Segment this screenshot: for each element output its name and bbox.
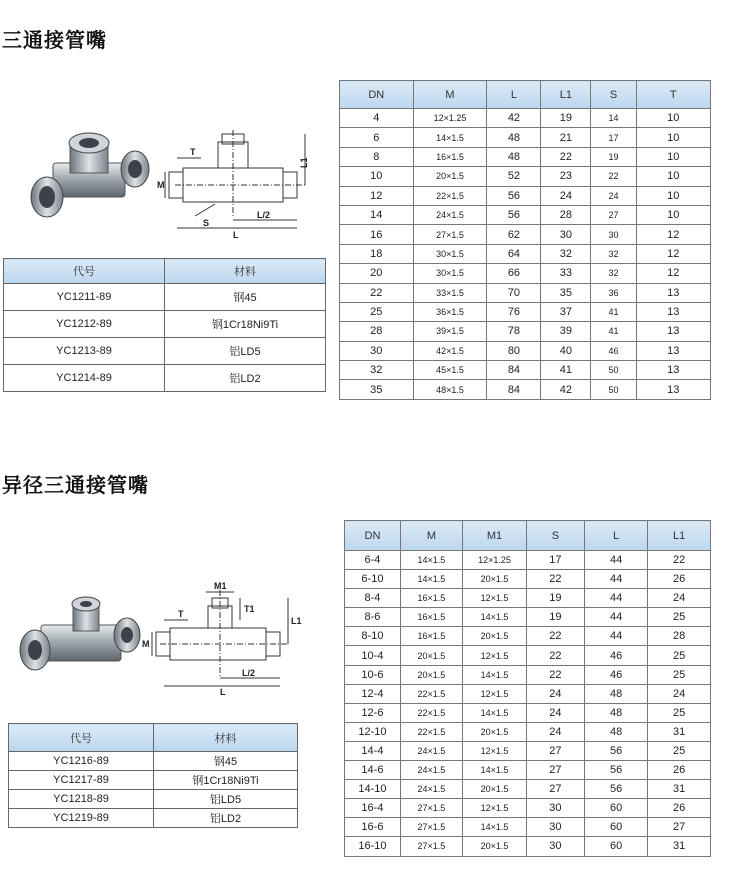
- table-cell: 30: [591, 225, 636, 244]
- table-cell: 12×1.5: [462, 741, 526, 760]
- material-table-2: [8, 723, 298, 828]
- spec-table-1: [339, 80, 711, 400]
- material-header-code: 代号: [4, 259, 165, 284]
- table-cell: 27×1.5: [400, 837, 462, 856]
- table-cell: 50: [591, 380, 636, 399]
- table-cell: 16-4: [345, 799, 401, 818]
- table-row: [345, 608, 711, 627]
- table-cell: 23: [541, 167, 591, 186]
- table-cell: 22×1.5: [413, 186, 487, 205]
- drawing2-label-l: L: [220, 687, 226, 697]
- drawing2-label-l2: L/2: [242, 668, 256, 678]
- table-cell: 12: [636, 225, 710, 244]
- table-cell: 19: [527, 608, 585, 627]
- table-cell: 36×1.5: [413, 302, 487, 321]
- table-cell: 12×1.5: [462, 589, 526, 608]
- table-cell: 27: [527, 780, 585, 799]
- reducing-tee-photo: [15, 595, 145, 690]
- material-code: YC1212-89: [4, 311, 165, 338]
- drawing1-label-l: L: [233, 230, 239, 240]
- table-cell: 26: [648, 799, 711, 818]
- table-cell: 14-4: [345, 741, 401, 760]
- spec-header-l1: L1: [648, 521, 711, 551]
- table-cell: 24: [527, 722, 585, 741]
- table-cell: 35: [340, 380, 414, 399]
- table-cell: 12×1.25: [413, 109, 487, 128]
- table-cell: 33×1.5: [413, 283, 487, 302]
- table-row: [345, 818, 711, 837]
- table-cell: 18: [340, 244, 414, 263]
- table-cell: 12-6: [345, 703, 401, 722]
- table-cell: 32: [340, 361, 414, 380]
- table-cell: 42: [487, 109, 541, 128]
- table-cell: 66: [487, 264, 541, 283]
- table-row: [345, 722, 711, 741]
- table-cell: 24: [648, 589, 711, 608]
- table-cell: 13: [636, 322, 710, 341]
- table-cell: 46: [591, 341, 636, 360]
- material-name: 钢1Cr18Ni9Ti: [165, 311, 326, 338]
- table-cell: 22: [527, 665, 585, 684]
- table-cell: 14×1.5: [400, 570, 462, 589]
- table-row: [345, 684, 711, 703]
- table-cell: 22: [591, 167, 636, 186]
- spec-header-m1: M1: [462, 521, 526, 551]
- table-cell: 32: [591, 244, 636, 263]
- material-name: 铝LD5: [165, 338, 326, 365]
- table-cell: 25: [340, 302, 414, 321]
- table-cell: 39×1.5: [413, 322, 487, 341]
- drawing1-label-t: T: [190, 147, 196, 157]
- table-cell: 20×1.5: [462, 780, 526, 799]
- table-cell: 84: [487, 380, 541, 399]
- table-cell: 22: [648, 551, 711, 570]
- table-cell: 13: [636, 283, 710, 302]
- table-cell: 10: [340, 167, 414, 186]
- table-cell: 28: [648, 627, 711, 646]
- table-cell: 10: [636, 128, 710, 147]
- drawing2-label-l1: L1: [291, 616, 302, 626]
- table-cell: 37: [541, 302, 591, 321]
- table-cell: 24×1.5: [400, 780, 462, 799]
- table-row: [345, 665, 711, 684]
- table-cell: 56: [487, 205, 541, 224]
- table-cell: 10: [636, 109, 710, 128]
- table-cell: 41: [591, 322, 636, 341]
- material-code: YC1216-89: [9, 752, 154, 771]
- table-cell: 10: [636, 186, 710, 205]
- table-cell: 20×1.5: [413, 167, 487, 186]
- table-row: [340, 322, 711, 341]
- table-cell: 6-4: [345, 551, 401, 570]
- table-cell: 60: [584, 818, 648, 837]
- table-cell: 12×1.25: [462, 551, 526, 570]
- table-cell: 20×1.5: [400, 646, 462, 665]
- section1-title: 三通接管嘴: [2, 28, 107, 52]
- table-cell: 31: [648, 837, 711, 856]
- table-row: [345, 627, 711, 646]
- material-code: YC1214-89: [4, 365, 165, 392]
- table-row: [345, 741, 711, 760]
- table-cell: 25: [648, 608, 711, 627]
- table-cell: 27: [591, 205, 636, 224]
- table-cell: 28: [541, 205, 591, 224]
- table-cell: 22×1.5: [400, 722, 462, 741]
- table-cell: 26: [648, 761, 711, 780]
- table-cell: 76: [487, 302, 541, 321]
- table-cell: 41: [591, 302, 636, 321]
- table-cell: 14×1.5: [462, 761, 526, 780]
- table-cell: 80: [487, 341, 541, 360]
- table-cell: 20×1.5: [400, 665, 462, 684]
- table-row: [9, 809, 298, 828]
- table-cell: 44: [584, 589, 648, 608]
- material-code: YC1217-89: [9, 771, 154, 790]
- table-row: [340, 205, 711, 224]
- spec-header-l: L: [584, 521, 648, 551]
- material-header-material: 材料: [165, 259, 326, 284]
- table-cell: 22: [340, 283, 414, 302]
- table-cell: 16×1.5: [400, 608, 462, 627]
- table-cell: 24: [541, 186, 591, 205]
- table-cell: 50: [591, 361, 636, 380]
- table-row: [4, 365, 326, 392]
- drawing2-label-t: T: [178, 609, 184, 619]
- table-cell: 14×1.5: [462, 818, 526, 837]
- table-cell: 30: [527, 837, 585, 856]
- table-cell: 20×1.5: [462, 570, 526, 589]
- table-cell: 70: [487, 283, 541, 302]
- table-row: [340, 244, 711, 263]
- drawing2-label-m: M: [142, 639, 150, 649]
- table-cell: 4: [340, 109, 414, 128]
- drawing2-label-m1: M1: [214, 581, 227, 591]
- table-row: [340, 167, 711, 186]
- table-cell: 44: [584, 608, 648, 627]
- table-row: [345, 761, 711, 780]
- table-cell: 20: [340, 264, 414, 283]
- table-cell: 31: [648, 780, 711, 799]
- table-cell: 25: [648, 646, 711, 665]
- table-cell: 31: [648, 722, 711, 741]
- table-cell: 27×1.5: [400, 799, 462, 818]
- table-cell: 28: [340, 322, 414, 341]
- table-row: [340, 283, 711, 302]
- table-cell: 22: [527, 646, 585, 665]
- drawing2-label-t1: T1: [244, 604, 255, 614]
- spec-table-2: [344, 520, 711, 857]
- table-cell: 78: [487, 322, 541, 341]
- table-cell: 10: [636, 167, 710, 186]
- table-cell: 22×1.5: [400, 703, 462, 722]
- table-cell: 24×1.5: [400, 761, 462, 780]
- table-cell: 52: [487, 167, 541, 186]
- table-cell: 20×1.5: [462, 627, 526, 646]
- table-cell: 14-6: [345, 761, 401, 780]
- table-cell: 56: [487, 186, 541, 205]
- table-cell: 42: [541, 380, 591, 399]
- table-cell: 6: [340, 128, 414, 147]
- table-cell: 24×1.5: [413, 205, 487, 224]
- table-cell: 41: [541, 361, 591, 380]
- table-row: [340, 225, 711, 244]
- table-cell: 24: [527, 703, 585, 722]
- table-row: [345, 646, 711, 665]
- material-table-1: [3, 258, 326, 392]
- spec-header-m: M: [400, 521, 462, 551]
- table-cell: 16-10: [345, 837, 401, 856]
- table-cell: 8-6: [345, 608, 401, 627]
- spec-header-dn: DN: [340, 81, 414, 109]
- table-cell: 24: [527, 684, 585, 703]
- table-cell: 46: [584, 646, 648, 665]
- drawing1-label-s: S: [203, 218, 210, 228]
- material-name: 钢45: [165, 284, 326, 311]
- table-cell: 27: [527, 741, 585, 760]
- table-cell: 12×1.5: [462, 684, 526, 703]
- table-row: [345, 589, 711, 608]
- material-name: 钢45: [154, 752, 298, 771]
- table-cell: 30: [527, 818, 585, 837]
- table-row: [340, 147, 711, 166]
- table-cell: 22: [527, 627, 585, 646]
- table-cell: 32: [541, 244, 591, 263]
- table-cell: 27×1.5: [400, 818, 462, 837]
- table-row: [340, 128, 711, 147]
- table-row: [345, 780, 711, 799]
- table-cell: 10: [636, 147, 710, 166]
- spec-header-l: L: [487, 81, 541, 109]
- table-cell: 39: [541, 322, 591, 341]
- table-row: [340, 341, 711, 360]
- table-cell: 44: [584, 570, 648, 589]
- table-cell: 48: [487, 147, 541, 166]
- table-cell: 24: [648, 684, 711, 703]
- spec-header-l1: L1: [541, 81, 591, 109]
- table-cell: 25: [648, 665, 711, 684]
- table-cell: 22: [527, 570, 585, 589]
- table-cell: 12-4: [345, 684, 401, 703]
- table-cell: 13: [636, 341, 710, 360]
- material-code: YC1218-89: [9, 790, 154, 809]
- spec-header-t: T: [636, 81, 710, 109]
- table-row: [9, 790, 298, 809]
- table-cell: 30: [340, 341, 414, 360]
- table-cell: 10-6: [345, 665, 401, 684]
- table-cell: 12: [636, 244, 710, 263]
- table-row: [340, 186, 711, 205]
- table-cell: 30: [541, 225, 591, 244]
- table-cell: 13: [636, 302, 710, 321]
- table-row: [345, 570, 711, 589]
- table-cell: 17: [591, 128, 636, 147]
- table-row: [340, 380, 711, 399]
- material-name: 铝LD2: [154, 809, 298, 828]
- table-cell: 44: [584, 551, 648, 570]
- table-row: [345, 551, 711, 570]
- table-cell: 48: [584, 703, 648, 722]
- table-cell: 14×1.5: [462, 665, 526, 684]
- table-row: [345, 837, 711, 856]
- table-cell: 12×1.5: [462, 646, 526, 665]
- table-row: [340, 109, 711, 128]
- table-cell: 25: [648, 703, 711, 722]
- table-cell: 20×1.5: [462, 722, 526, 741]
- material-code: YC1219-89: [9, 809, 154, 828]
- spec-header-m: M: [413, 81, 487, 109]
- table-cell: 10: [636, 205, 710, 224]
- table-cell: 12×1.5: [462, 799, 526, 818]
- table-cell: 56: [584, 780, 648, 799]
- material-name: 铝LD5: [154, 790, 298, 809]
- table-cell: 60: [584, 799, 648, 818]
- material-code: YC1213-89: [4, 338, 165, 365]
- table-cell: 14×1.5: [413, 128, 487, 147]
- table-row: [340, 361, 711, 380]
- table-cell: 26: [648, 570, 711, 589]
- table-cell: 20×1.5: [462, 837, 526, 856]
- table-cell: 33: [541, 264, 591, 283]
- table-cell: 27: [527, 761, 585, 780]
- table-cell: 22: [541, 147, 591, 166]
- table-cell: 19: [527, 589, 585, 608]
- table-cell: 35: [541, 283, 591, 302]
- table-cell: 36: [591, 283, 636, 302]
- table-cell: 24×1.5: [400, 741, 462, 760]
- table-cell: 60: [584, 837, 648, 856]
- material-name: 钢1Cr18Ni9Ti: [154, 771, 298, 790]
- table-row: [345, 799, 711, 818]
- drawing1-label-m: M: [157, 180, 165, 190]
- table-cell: 64: [487, 244, 541, 263]
- table-row: [340, 264, 711, 283]
- table-cell: 45×1.5: [413, 361, 487, 380]
- table-row: [340, 302, 711, 321]
- table-cell: 16×1.5: [400, 589, 462, 608]
- table-cell: 48×1.5: [413, 380, 487, 399]
- table-cell: 8-4: [345, 589, 401, 608]
- table-cell: 14-10: [345, 780, 401, 799]
- table-cell: 30: [527, 799, 585, 818]
- drawing1-label-l2: L/2: [257, 210, 271, 220]
- table-cell: 19: [541, 109, 591, 128]
- table-cell: 42×1.5: [413, 341, 487, 360]
- table-cell: 27: [648, 818, 711, 837]
- table-cell: 44: [584, 627, 648, 646]
- table-cell: 10-4: [345, 646, 401, 665]
- table-cell: 14×1.5: [462, 608, 526, 627]
- table-row: [345, 703, 711, 722]
- table-cell: 16: [340, 225, 414, 244]
- spec-header-dn: DN: [345, 521, 401, 551]
- table-cell: 46: [584, 665, 648, 684]
- spec-header-s: S: [527, 521, 585, 551]
- table-cell: 17: [527, 551, 585, 570]
- table-cell: 40: [541, 341, 591, 360]
- table-cell: 27×1.5: [413, 225, 487, 244]
- table-row: [9, 771, 298, 790]
- material-name: 铝LD2: [165, 365, 326, 392]
- table-cell: 14×1.5: [400, 551, 462, 570]
- table-cell: 14: [591, 109, 636, 128]
- table-cell: 8-10: [345, 627, 401, 646]
- table-cell: 48: [584, 722, 648, 741]
- material2-header-material: 材料: [154, 724, 298, 752]
- table-row: [9, 752, 298, 771]
- table-cell: 30×1.5: [413, 264, 487, 283]
- table-row: [4, 338, 326, 365]
- table-row: [4, 284, 326, 311]
- table-row: [4, 311, 326, 338]
- table-cell: 21: [541, 128, 591, 147]
- table-cell: 16×1.5: [400, 627, 462, 646]
- table-cell: 16-6: [345, 818, 401, 837]
- tee-fitting-photo: [25, 125, 160, 235]
- material-code: YC1211-89: [4, 284, 165, 311]
- spec-header-s: S: [591, 81, 636, 109]
- table-cell: 30×1.5: [413, 244, 487, 263]
- reducing-tee-drawing: [140, 580, 300, 695]
- table-cell: 14×1.5: [462, 703, 526, 722]
- table-cell: 12-10: [345, 722, 401, 741]
- table-cell: 25: [648, 741, 711, 760]
- table-cell: 56: [584, 741, 648, 760]
- table-cell: 16×1.5: [413, 147, 487, 166]
- table-cell: 6-10: [345, 570, 401, 589]
- table-cell: 13: [636, 380, 710, 399]
- tee-fitting-drawing: [155, 128, 315, 243]
- table-cell: 24: [591, 186, 636, 205]
- table-cell: 84: [487, 361, 541, 380]
- table-cell: 56: [584, 761, 648, 780]
- table-cell: 14: [340, 205, 414, 224]
- material2-header-code: 代号: [9, 724, 154, 752]
- table-cell: 62: [487, 225, 541, 244]
- table-cell: 48: [584, 684, 648, 703]
- table-cell: 22×1.5: [400, 684, 462, 703]
- table-cell: 8: [340, 147, 414, 166]
- drawing1-label-l1: L1: [299, 157, 309, 168]
- table-cell: 19: [591, 147, 636, 166]
- table-cell: 12: [636, 264, 710, 283]
- table-cell: 12: [340, 186, 414, 205]
- section2-title: 异径三通接管嘴: [2, 473, 149, 497]
- table-cell: 48: [487, 128, 541, 147]
- table-cell: 13: [636, 361, 710, 380]
- table-cell: 32: [591, 264, 636, 283]
